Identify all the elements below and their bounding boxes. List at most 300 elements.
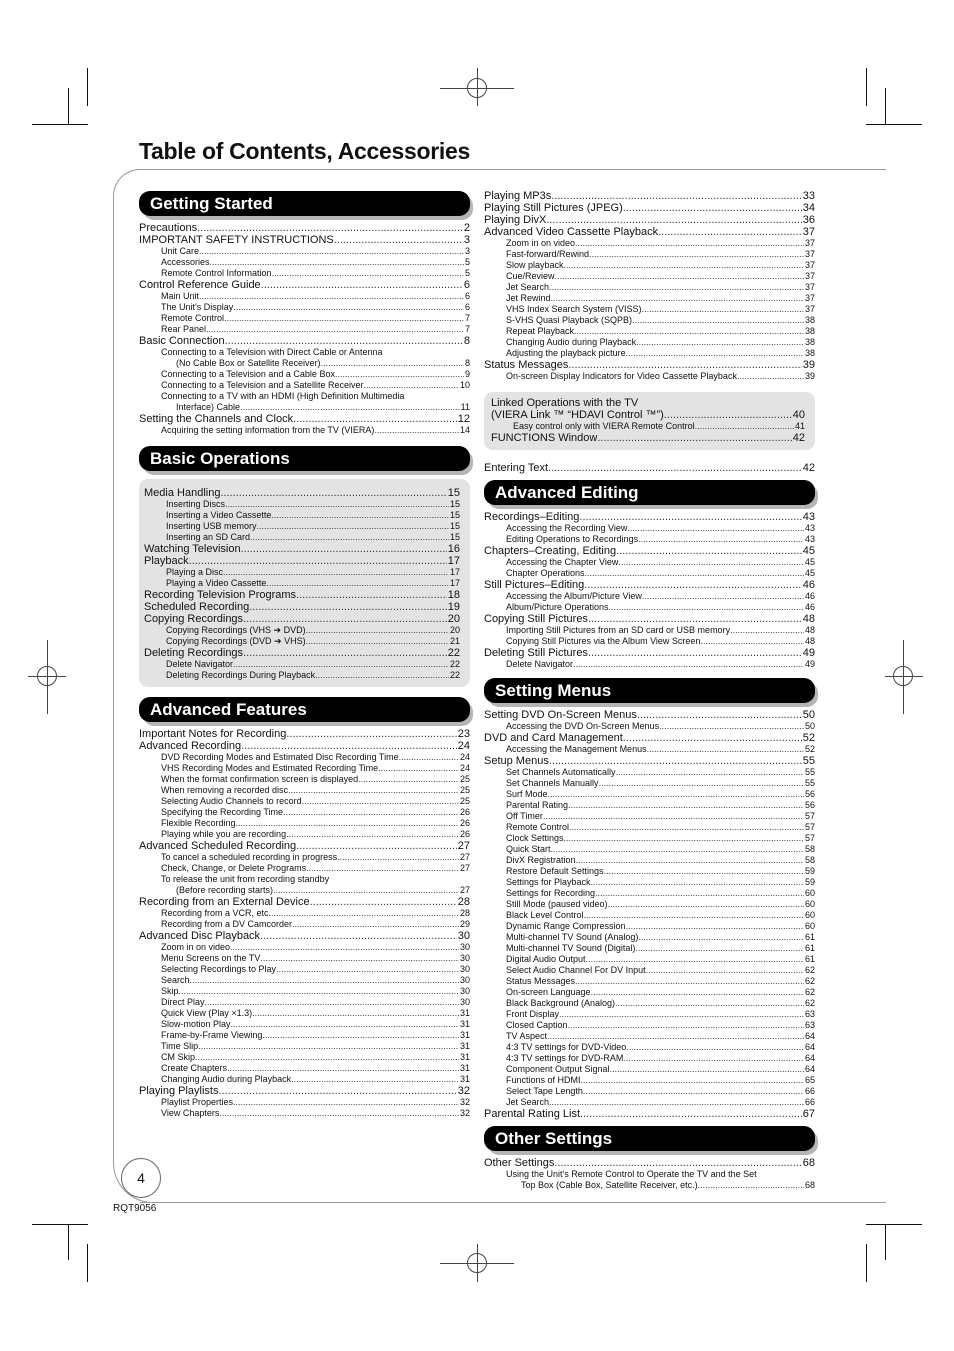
toc-leader-dots: [315, 670, 449, 681]
toc-list-other-settings: [484, 1157, 815, 1191]
toc-leader-dots: [554, 1157, 801, 1169]
toc-entry-page: 62: [804, 976, 815, 986]
toc-leader-dots: [358, 774, 459, 785]
toc-entry-page: 55: [802, 755, 815, 767]
toc-entry: [484, 523, 815, 534]
toc-entry: [139, 369, 470, 380]
toc-entry: [484, 315, 815, 326]
frame-left-rule: [113, 196, 114, 1162]
toc-entry-page: 36: [802, 214, 815, 226]
toc-entry-title: Playing Still Pictures (JPEG): [484, 202, 623, 214]
toc-entry-title: Black Level Control: [506, 910, 584, 920]
toc-leader-dots: [568, 359, 801, 371]
toc-entry: [484, 462, 815, 474]
toc-entry-page: 42: [792, 432, 805, 444]
toc-leader-dots: [589, 249, 804, 260]
toc-entry-title: Status Messages: [484, 359, 569, 371]
toc-entry-title: Setup Menus: [484, 755, 549, 767]
toc-entry-title: Unit Care: [161, 246, 200, 256]
toc-leader-dots: [225, 335, 463, 347]
toc-leader-dots: [266, 578, 449, 589]
toc-entry-title: Accessing the Album/Picture View: [506, 591, 642, 601]
toc-entry: [139, 740, 470, 752]
toc-entry-page: 66: [804, 1097, 815, 1107]
toc-entry: [484, 1169, 815, 1180]
toc-entry-title: Closed Caption: [506, 1020, 568, 1030]
toc-entry: [491, 432, 805, 444]
toc-leader-dots: [293, 413, 457, 425]
toc-entry-page: 15: [449, 499, 460, 509]
toc-entry: [139, 829, 470, 840]
toc-entry-page: 66: [804, 1086, 815, 1096]
toc-leader-dots: [271, 908, 459, 919]
toc-entry-title: Parental Rating List: [484, 1108, 580, 1120]
toc-leader-dots: [548, 789, 804, 800]
toc-entry: [139, 896, 470, 908]
toc-entry-title: Editing Operations to Recordings: [506, 534, 639, 544]
toc-leader-dots: [658, 226, 802, 238]
toc-leader-dots: [306, 863, 459, 874]
toc-entry: [484, 260, 815, 271]
toc-entry: [139, 413, 470, 425]
toc-entry-title: Playing Playlists: [139, 1085, 219, 1097]
toc-entry: [144, 499, 460, 510]
toc-entry-page: 30: [459, 942, 470, 952]
toc-entry: [484, 636, 815, 647]
toc-entry-page: 27: [459, 852, 470, 862]
toc-entry: [484, 579, 815, 591]
toc-leader-dots: [260, 953, 459, 964]
toc-leader-dots: [220, 487, 446, 499]
toc-entry: [484, 659, 815, 670]
toc-entry-title: Quick Start: [506, 844, 551, 854]
toc-entry: [484, 1086, 815, 1097]
toc-entry: [139, 313, 470, 324]
toc-entry-page: 15: [447, 487, 460, 499]
toc-entry-title: S-VHS Quasi Playback (SQPB): [506, 315, 633, 325]
toc-entry-title: Changing Audio during Playback: [161, 1074, 292, 1084]
toc-leader-dots: [250, 532, 449, 543]
toc-list-advanced-editing: [484, 511, 815, 670]
toc-leader-dots: [378, 763, 459, 774]
toc-entry-page: 46: [802, 579, 815, 591]
toc-entry: [484, 249, 815, 260]
toc-entry: [139, 246, 470, 257]
toc-entry: [139, 986, 470, 997]
toc-entry-page: 28: [459, 908, 470, 918]
toc-entry-page: 37: [804, 271, 815, 281]
toc-entry-title: Jet Rewind: [506, 293, 551, 303]
toc-entry-page: 18: [447, 589, 460, 601]
toc-entry-page: 15: [449, 532, 460, 542]
toc-leader-dots: [588, 613, 802, 625]
toc-entry-page: 6: [464, 302, 470, 312]
toc-leader-dots: [555, 271, 804, 282]
page-title: Table of Contents, Accessories: [139, 138, 470, 164]
toc-entry-page: 38: [804, 337, 815, 347]
toc-entry-title: Front Display: [506, 1009, 560, 1019]
toc-entry-page: 46: [804, 591, 815, 601]
toc-entry-page: 26: [459, 818, 470, 828]
toc-entry-page: 41: [794, 421, 805, 431]
toc-entry-title: Playing while you are recording: [161, 829, 287, 839]
toc-entry: [139, 358, 470, 369]
toc-leader-dots: [569, 822, 804, 833]
toc-entry: [484, 987, 815, 998]
toc-entry: [484, 755, 815, 767]
toc-entry: [484, 1031, 815, 1042]
toc-leader-dots: [551, 190, 801, 202]
toc-entry: [484, 822, 815, 833]
toc-leader-dots: [225, 499, 449, 510]
toc-entry: [139, 785, 470, 796]
toc-leader-dots: [260, 930, 457, 942]
toc-entry-page: 15: [449, 510, 460, 520]
toc-entry: [484, 613, 815, 625]
toc-entry-title: (No Cable Box or Satellite Receiver): [176, 358, 321, 368]
toc-entry: [484, 1009, 815, 1020]
toc-entry-page: 30: [459, 975, 470, 985]
toc-entry-title: Remote Control Information: [161, 268, 272, 278]
toc-leader-dots: [296, 589, 447, 601]
toc-entry-title: VHS Recording Modes and Estimated Recording Time: [161, 763, 379, 773]
toc-leader-dots: [623, 1053, 804, 1064]
toc-entry-title: Advanced Disc Playback: [139, 930, 261, 942]
toc-entry-title: Create Chapters: [161, 1063, 228, 1073]
toc-entry: [139, 964, 470, 975]
toc-entry-title: Importing Still Pictures from an SD card or USB memory: [506, 625, 731, 635]
toc-entry-page: 30: [459, 997, 470, 1007]
toc-entry-title: Control Reference Guide: [139, 279, 261, 291]
toc-entry-title: CM Skip: [161, 1052, 196, 1062]
toc-entry: [484, 998, 815, 1009]
toc-entry: [144, 487, 460, 499]
toc-leader-dots: [623, 202, 802, 214]
toc-entry-page: 6: [464, 291, 470, 301]
toc-entry: [484, 1157, 815, 1169]
toc-entry-title: To cancel a scheduled recording in progress: [161, 852, 338, 862]
toc-entry: [484, 965, 815, 976]
toc-entry-title: Inserting USB memory: [166, 521, 257, 531]
toc-entry-title: Advanced Video Cassette Playback: [484, 226, 659, 238]
toc-entry-page: 43: [804, 534, 815, 544]
toc-entry: [491, 409, 805, 421]
toc-entry: [144, 647, 460, 659]
toc-entry: [139, 335, 470, 347]
toc-leader-dots: [306, 625, 449, 636]
toc-leader-dots: [286, 728, 456, 740]
toc-entry-page: 50: [802, 709, 815, 721]
toc-leader-dots: [223, 567, 449, 578]
toc-entry-page: 45: [802, 545, 815, 557]
toc-entry-page: 27: [457, 840, 470, 852]
toc-leader-dots: [664, 409, 792, 421]
toc-entry: [484, 304, 815, 315]
toc-entry-title: Top Box (Cable Box, Satellite Receiver, etc.): [521, 1180, 698, 1190]
toc-entry-title: To release the unit from recording standby: [161, 874, 330, 884]
toc-leader-dots: [233, 1097, 459, 1108]
toc-entry-page: 48: [802, 613, 815, 625]
toc-leader-dots: [233, 302, 464, 313]
toc-entry-title: Chapter Operations: [506, 568, 585, 578]
toc-list-advanced-features: [139, 728, 470, 1119]
toc-entry-title: Digital Audio Output: [506, 954, 586, 964]
toc-entry-page: 21: [449, 636, 460, 646]
toc-entry-title: (VIERA Link ™ “HDAVI Control ™”): [491, 409, 664, 421]
toc-entry: [484, 921, 815, 932]
toc-entry-page: 25: [459, 796, 470, 806]
toc-leader-dots: [638, 932, 804, 943]
toc-entry-title: Accessing the Recording View: [506, 523, 628, 533]
toc-entry: [139, 997, 470, 1008]
toc-leader-dots: [286, 829, 459, 840]
toc-leader-dots: [273, 885, 459, 896]
section-header-getting-started: Getting Started: [139, 191, 470, 216]
toc-leader-dots: [302, 796, 459, 807]
toc-entry-title: Copying Recordings (VHS ➔ DVD): [166, 625, 306, 635]
toc-leader-dots: [584, 910, 804, 921]
toc-entry: [139, 279, 470, 291]
toc-leader-dots: [700, 636, 804, 647]
toc-leader-dots: [549, 282, 804, 293]
toc-entry-title: 4:3 TV settings for DVD-Video: [506, 1042, 627, 1052]
toc-entry: [139, 1108, 470, 1119]
toc-entry: [484, 1180, 815, 1191]
toc-leader-dots: [632, 315, 804, 326]
toc-entry-title: Remote Control: [161, 313, 225, 323]
toc-entry: [484, 238, 815, 249]
toc-entry: [484, 568, 815, 579]
toc-entry-title: Connecting to a Television with Direct Cable or Antenna: [161, 347, 383, 357]
toc-entry-title: Set Channels Automatically: [506, 767, 616, 777]
toc-entry: [484, 1053, 815, 1064]
toc-entry-title: Off Timer: [506, 811, 543, 821]
toc-entry-title: Using the Unit's Remote Control to Operate the TV and the Set: [506, 1169, 757, 1179]
toc-entry-page: 43: [804, 523, 815, 533]
toc-entry: [484, 226, 815, 238]
toc-leader-dots: [610, 1064, 804, 1075]
toc-entry-page: 50: [804, 721, 815, 731]
section-header-other-settings: Other Settings: [484, 1126, 815, 1151]
toc-entry: [484, 855, 815, 866]
toc-leader-dots: [604, 866, 804, 877]
toc-entry-page: 37: [804, 238, 815, 248]
toc-leader-dots: [695, 421, 794, 432]
toc-entry: [484, 214, 815, 226]
toc-entry-page: 11: [460, 402, 470, 412]
toc-entry-page: 17: [449, 578, 460, 588]
toc-entry-page: 22: [449, 670, 460, 680]
toc-entry-page: 61: [804, 932, 815, 942]
toc-leader-dots: [363, 380, 459, 391]
toc-entry-page: 58: [804, 855, 815, 865]
toc-leader-dots: [227, 1063, 459, 1074]
toc-entry-title: Album/Picture Operations: [506, 602, 609, 612]
toc-entry-title: Deleting Recordings: [144, 647, 244, 659]
model-code: RQT9056: [113, 1203, 157, 1214]
toc-entry-title: Basic Connection: [139, 335, 225, 347]
toc-entry-page: 8: [464, 358, 470, 368]
toc-entry: [139, 1052, 470, 1063]
toc-leader-dots: [257, 521, 449, 532]
toc-entry: [484, 293, 815, 304]
toc-entry: [144, 521, 460, 532]
toc-entry: [484, 1020, 815, 1031]
toc-entry-page: 56: [804, 800, 815, 810]
toc-entry-page: 57: [804, 833, 815, 843]
toc-entry-title: FUNCTIONS Window: [491, 432, 598, 444]
toc-entry: [484, 811, 815, 822]
toc-entry-title: Inserting an SD Card: [166, 532, 251, 542]
toc-entry: [144, 543, 460, 555]
toc-entry-title: Playlist Properties: [161, 1097, 234, 1107]
toc-entry-page: 45: [804, 568, 815, 578]
toc-entry-title: Settings for Playback: [506, 877, 591, 887]
toc-box-viera-link: [484, 392, 815, 450]
toc-entry-page: 29: [459, 919, 470, 929]
toc-leader-dots: [597, 432, 791, 444]
toc-entry: [484, 888, 815, 899]
toc-leader-dots: [626, 1042, 804, 1053]
toc-entry-title: Changing Audio during Playback: [506, 337, 637, 347]
toc-entry-title: Playing a Video Cassette: [166, 578, 267, 588]
toc-entry-page: 34: [802, 202, 815, 214]
toc-entry: [144, 625, 460, 636]
toc-entry-title: Deleting Still Pictures: [484, 647, 588, 659]
toc-entry-page: 20: [449, 625, 460, 635]
toc-entry-page: 9: [464, 369, 470, 379]
toc-entry-title: Multi-channel TV Sound (Analog): [506, 932, 639, 942]
toc-entry-page: 17: [447, 555, 460, 567]
toc-entry-page: 64: [804, 1053, 815, 1063]
toc-leader-dots: [272, 268, 464, 279]
toc-entry: [484, 778, 815, 789]
toc-entry-page: 27: [459, 863, 470, 873]
toc-entry: [484, 647, 815, 659]
toc-entry-title: Recording from a DV Camcorder: [161, 919, 293, 929]
toc-leader-dots: [616, 767, 804, 778]
section-header-advanced-editing: Advanced Editing: [484, 480, 815, 505]
toc-leader-dots: [627, 523, 804, 534]
toc-entry: [139, 1097, 470, 1108]
toc-entry-page: 39: [804, 371, 815, 381]
toc-leader-dots: [321, 358, 464, 369]
toc-leader-dots: [243, 613, 447, 625]
toc-entry-page: 22: [447, 647, 460, 659]
toc-entry-title: Zoom in on video: [506, 238, 576, 248]
toc-entry-page: 62: [804, 998, 815, 1008]
toc-leader-dots: [230, 942, 459, 953]
toc-entry: [144, 567, 460, 578]
toc-entry-page: 38: [804, 315, 815, 325]
toc-entry-page: 64: [804, 1031, 815, 1041]
toc-entry: [139, 818, 470, 829]
toc-entry: [144, 510, 460, 521]
toc-entry-title: Deleting Recordings During Playback: [166, 670, 316, 680]
toc-entry-page: 8: [463, 335, 470, 347]
toc-leader-dots: [599, 778, 804, 789]
toc-entry-page: 59: [804, 866, 815, 876]
toc-entry-page: 37: [804, 249, 815, 259]
toc-entry: [484, 943, 815, 954]
frame-bottom-rule: [140, 1202, 886, 1203]
toc-entry-title: The Unit's Display: [161, 302, 234, 312]
toc-entry: [144, 636, 460, 647]
toc-entry: [484, 789, 815, 800]
toc-entry: [139, 728, 470, 740]
toc-entry: [484, 709, 815, 721]
toc-leader-dots: [224, 313, 464, 324]
toc-leader-dots: [568, 800, 804, 811]
toc-leader-dots: [219, 1108, 459, 1119]
toc-entry-title: Copying Recordings (DVD ➔ VHS): [166, 636, 306, 646]
toc-entry: [484, 833, 815, 844]
toc-leader-dots: [261, 279, 463, 291]
toc-entry-title: Important Notes for Recording: [139, 728, 287, 740]
toc-entry: [144, 589, 460, 601]
toc-entry-page: 31: [459, 1074, 470, 1084]
toc-entry-page: 31: [459, 1063, 470, 1073]
toc-entry: [484, 932, 815, 943]
toc-leader-dots: [306, 636, 449, 647]
section-header-advanced-features: Advanced Features: [139, 697, 470, 722]
toc-entry: [484, 326, 815, 337]
toc-entry-page: 37: [804, 282, 815, 292]
toc-entry-page: 37: [804, 293, 815, 303]
toc-entry: [484, 732, 815, 744]
toc-leader-dots: [241, 740, 457, 752]
toc-entry-page: 43: [802, 511, 815, 523]
toc-entry-title: Still Pictures–Editing: [484, 579, 585, 591]
toc-entry-title: Zoom in on video: [161, 942, 231, 952]
toc-entry-title: Check, Change, or Delete Programs: [161, 863, 307, 873]
toc-entry-page: 37: [804, 260, 815, 270]
toc-entry: [139, 774, 470, 785]
toc-leader-dots: [546, 214, 801, 226]
toc-entry-page: 62: [804, 987, 815, 997]
toc-entry-title: Recordings–Editing: [484, 511, 580, 523]
toc-leader-dots: [337, 852, 459, 863]
toc-entry: [144, 578, 460, 589]
toc-entry: [484, 359, 815, 371]
toc-leader-dots: [698, 1180, 804, 1191]
toc-entry: [484, 800, 815, 811]
toc-leader-dots: [638, 534, 804, 545]
toc-entry-title: Functions of HDMI: [506, 1075, 581, 1085]
toc-entry-page: 17: [449, 567, 460, 577]
toc-entry-page: 37: [804, 304, 815, 314]
toc-entry-title: Repeat Playback: [506, 326, 575, 336]
toc-leader-dots: [399, 752, 459, 763]
toc-entry-page: 65: [804, 1075, 815, 1085]
toc-entry-title: Accessing the DVD On-Screen Menus: [506, 721, 660, 731]
toc-leader-dots: [559, 1009, 804, 1020]
toc-entry-page: 63: [804, 1009, 815, 1019]
toc-entry-title: Connecting to a Television and a Cable Box: [161, 369, 335, 379]
toc-leader-dots: [551, 293, 804, 304]
toc-entry: [139, 347, 470, 358]
toc-leader-dots: [271, 510, 449, 521]
toc-leader-dots: [374, 425, 459, 436]
toc-leader-dots: [292, 919, 459, 930]
toc-entry-page: 7: [464, 324, 470, 334]
toc-entry-page: 60: [804, 921, 815, 931]
toc-leader-dots: [206, 324, 464, 335]
toc-entry-title: Jet Search: [506, 1097, 550, 1107]
toc-entry: [484, 976, 815, 987]
toc-entry-page: 7: [464, 313, 470, 323]
toc-entry-title: Interface) Cable: [176, 402, 241, 412]
